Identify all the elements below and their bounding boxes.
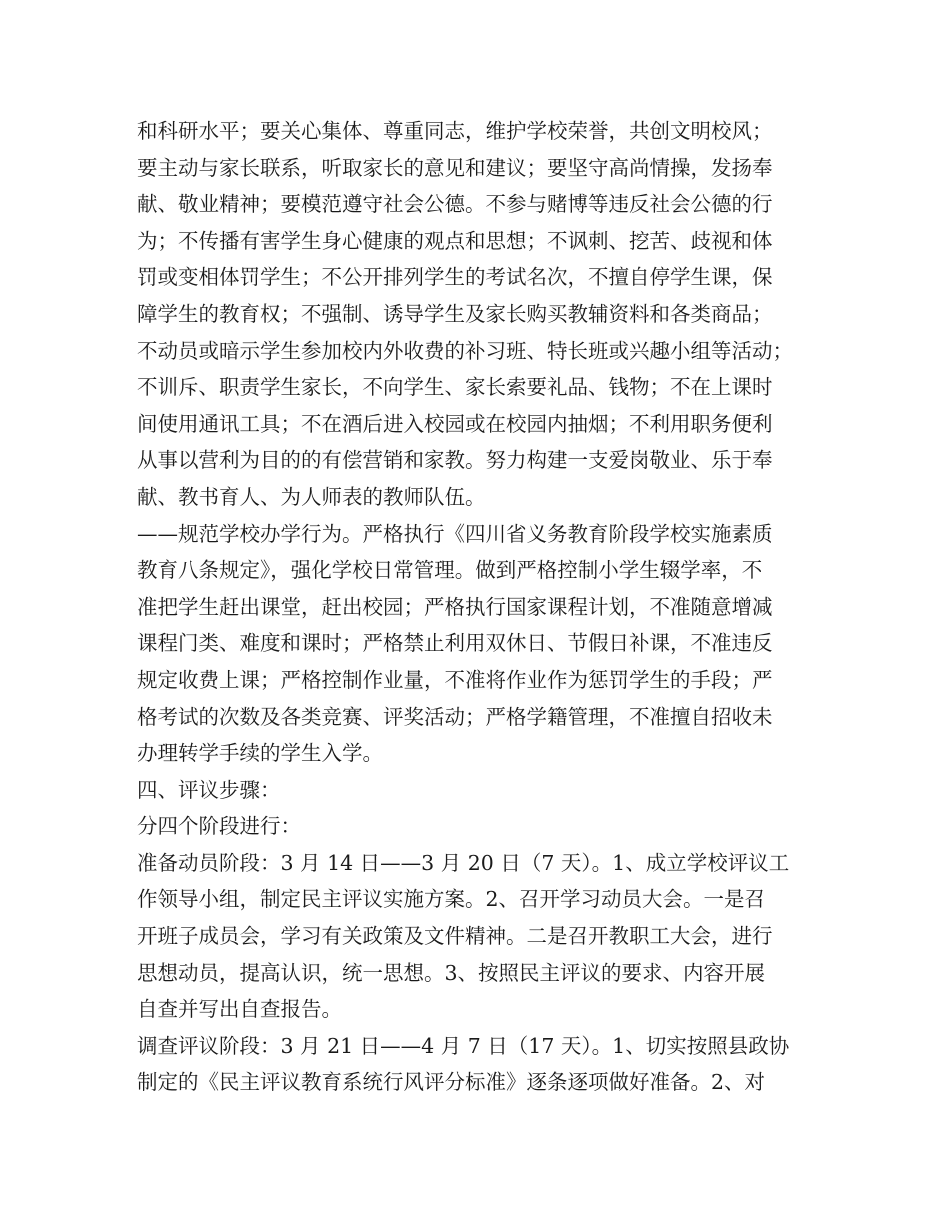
text-line: 献、教书育人、为人师表的教师队伍。 — [137, 484, 486, 509]
text-line: 格考试的次数及各类竞赛、评奖活动；严格学籍管理，不准擅自招收未 — [137, 704, 773, 729]
text-line: 开班子成员会，学习有关政策及文件精神。二是召开教职工大会，进行 — [137, 924, 773, 949]
text-line: 不训斥、职责学生家长，不向学生、家长索要礼品、钱物；不在上课时 — [137, 375, 773, 400]
text-line: 要主动与家长联系，听取家长的意见和建议；要坚守高尚情操，发扬奉 — [137, 155, 773, 180]
text-line: 准备动员阶段：3 月 14 日——3 月 20 日（7 天）。1、成立学校评议工 — [137, 850, 790, 875]
text-line: 准把学生赶出课堂，赶出校园；严格执行国家课程计划，不准随意增减 — [137, 594, 773, 619]
section-heading: 四、评议步骤： — [137, 777, 281, 802]
text-line: 调查评议阶段：3 月 21 日——4 月 7 日（17 天）。1、切实按照县政协 — [137, 1033, 790, 1058]
text-line: ——规范学校办学行为。严格执行《四川省义务教育阶段学校实施素质 — [137, 521, 773, 546]
text-line: 自查并写出自查报告。 — [137, 997, 342, 1022]
document-body — [137, 113, 817, 1101]
text-line: 不动员或暗示学生参加校内外收费的补习班、特长班或兴趣小组等活动； — [137, 338, 793, 363]
text-line: 思想动员，提高认识，统一思想。3、按照民主评议的要求、内容开展 — [137, 960, 766, 985]
text-line: 献、敬业精神；要模范遵守社会公德。不参与赌博等违反社会公德的行 — [137, 192, 773, 217]
text-line: 罚或变相体罚学生；不公开排列学生的考试名次，不擅自停学生课，保 — [137, 265, 773, 290]
text-line: 间使用通讯工具；不在酒后进入校园或在校园内抽烟；不利用职务便利 — [137, 411, 773, 436]
text-line: 为；不传播有害学生身心健康的观点和思想；不讽刺、挖苦、歧视和体 — [137, 228, 773, 253]
text-line: 从事以营利为目的的有偿营销和家教。努力构建一支爱岗敬业、乐于奉 — [137, 448, 773, 473]
text-line: 和科研水平；要关心集体、尊重同志，维护学校荣誉，共创文明校风； — [137, 119, 773, 143]
text-line: 教育八条规定》，强化学校日常管理。做到严格控制小学生辍学率，不 — [137, 558, 763, 583]
text-line: 办理转学手续的学生入学。 — [137, 741, 383, 766]
text-line: 课程门类、难度和课时；严格禁止利用双休日、节假日补课，不准违反 — [137, 631, 773, 656]
text-line: 规定收费上课；严格控制作业量，不准将作业作为惩罚学生的手段；严 — [137, 667, 773, 692]
text-line: 作领导小组，制定民主评议实施方案。2、召开学习动员大会。一是召 — [137, 887, 766, 912]
text-line: 制定的《民主评议教育系统行风评分标准》逐条逐项做好准备。2、对 — [137, 1070, 766, 1095]
text-line: 障学生的教育权；不强制、诱导学生及家长购买教辅资料和各类商品； — [137, 301, 773, 326]
text-line: 分四个阶段进行： — [137, 814, 301, 839]
